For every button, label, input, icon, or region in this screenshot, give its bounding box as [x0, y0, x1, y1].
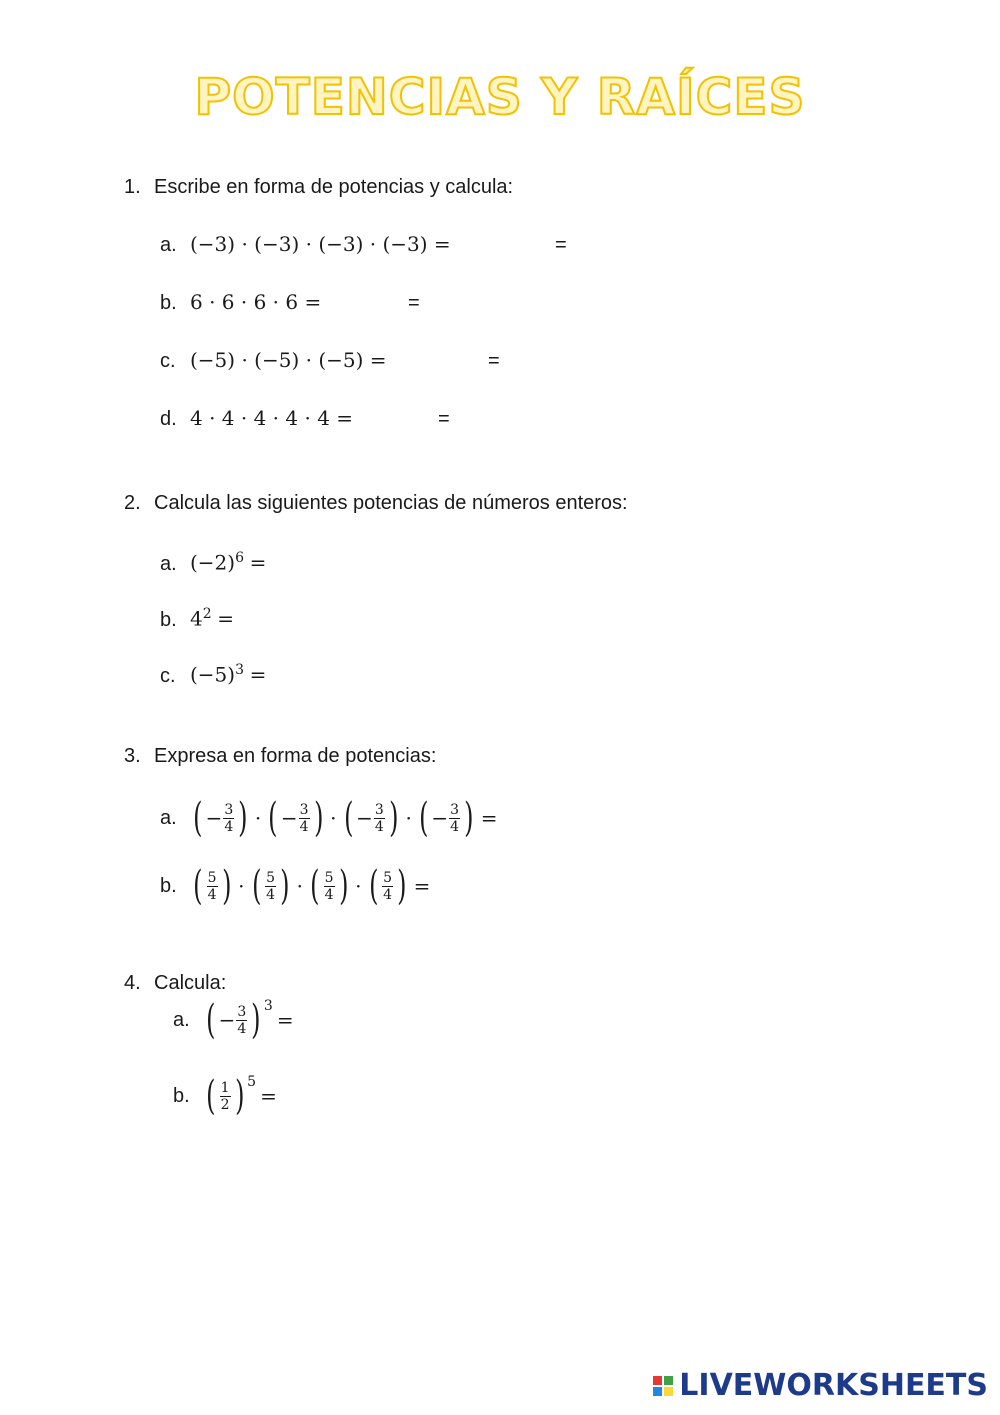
question-2 — [124, 492, 628, 515]
power-base: 4 — [190, 606, 203, 631]
denominator: 4 — [237, 1020, 247, 1037]
minus-sign: − — [205, 806, 223, 830]
fraction — [382, 870, 393, 903]
fraction-factor: ( $\frac{5}{4}$ ) — [251, 863, 290, 909]
logo-icon — [653, 1376, 673, 1396]
q1-item-b — [160, 290, 321, 315]
math-expression: 4 · 4 · 4 · 4 · 4 = — [190, 406, 354, 430]
q2-item-a — [160, 550, 266, 576]
numerator: 3 — [237, 1003, 247, 1020]
q3-item-b — [160, 863, 434, 909]
question-3 — [124, 745, 436, 768]
equals-sign: = — [217, 606, 234, 631]
fraction — [220, 1080, 231, 1113]
logo-square — [653, 1387, 662, 1396]
question-number: 1. — [124, 176, 141, 198]
question-text: Calcula: — [154, 972, 227, 994]
logo-square — [664, 1376, 673, 1385]
dot-operator: · — [238, 874, 245, 898]
item-label: b. — [160, 608, 177, 631]
fraction-factor: ( − $\frac{3}{4}$ ) — [418, 795, 474, 841]
answer-equals: = — [555, 234, 567, 256]
fraction — [236, 1004, 247, 1037]
denominator: 4 — [374, 818, 384, 835]
item-label: b. — [173, 1084, 190, 1107]
denominator: 2 — [220, 1096, 230, 1113]
item-label: d. — [160, 408, 177, 430]
denominator: 4 — [224, 818, 234, 835]
fraction-factor: ( − $\frac{3}{4}$ ) — [206, 997, 261, 1043]
question-number: 2. — [124, 492, 141, 514]
liveworksheets-logo — [653, 1368, 988, 1403]
fraction — [374, 802, 385, 835]
q4-item-b — [173, 1073, 281, 1119]
dot-operator: · — [330, 806, 337, 830]
question-text: Calcula las siguientes potencias de números enteros: — [154, 492, 628, 514]
numerator: 3 — [299, 801, 309, 818]
question-number: 4. — [124, 972, 141, 994]
math-expression: (−5) · (−5) · (−5) = — [190, 348, 387, 372]
power-base: (−5) — [190, 662, 236, 687]
denominator: 4 — [383, 886, 393, 903]
fraction — [207, 870, 218, 903]
question-text: Expresa en forma de potencias: — [154, 745, 437, 767]
numerator: 3 — [224, 801, 234, 818]
q4-item-a — [173, 997, 298, 1043]
minus-sign: − — [218, 1008, 236, 1032]
minus-sign: − — [280, 806, 298, 830]
fraction — [324, 870, 335, 903]
numerator: 5 — [383, 869, 393, 886]
power-exponent: 3 — [235, 662, 245, 678]
equals-sign: = — [276, 1008, 294, 1032]
fraction-factor: ( − $\frac{3}{4}$ ) — [343, 795, 399, 841]
equals-sign: = — [480, 806, 498, 830]
fraction — [223, 802, 234, 835]
item-label: b. — [160, 292, 177, 314]
equals-sign: = — [413, 874, 431, 898]
answer-equals: = — [488, 350, 500, 372]
denominator: 4 — [207, 886, 217, 903]
math-expression: (−3) · (−3) · (−3) · (−3) = — [190, 232, 451, 256]
denominator: 4 — [266, 886, 276, 903]
equals-sign: = — [249, 662, 267, 687]
numerator: 3 — [374, 801, 384, 818]
logo-square — [653, 1376, 662, 1385]
fraction-factor: ( $\frac{5}{4}$ ) — [193, 863, 232, 909]
numerator: 5 — [266, 869, 276, 886]
item-label: b. — [160, 874, 177, 897]
answer-equals: = — [408, 292, 420, 314]
denominator: 4 — [450, 818, 460, 835]
power-exponent: 5 — [247, 1074, 257, 1090]
dot-operator: · — [405, 806, 412, 830]
q2-item-b — [160, 606, 234, 632]
fraction-factor: ( $\frac{1}{2}$ ) — [206, 1073, 245, 1119]
denominator: 4 — [299, 818, 309, 835]
power-exponent: 6 — [235, 550, 245, 566]
item-label: a. — [173, 1008, 190, 1031]
equals-sign: = — [260, 1084, 277, 1108]
power-exponent: 2 — [202, 606, 212, 622]
power-exponent: 3 — [263, 998, 273, 1014]
question-4 — [124, 972, 226, 995]
item-label: c. — [160, 664, 176, 687]
question-number: 3. — [124, 745, 141, 767]
item-label: c. — [160, 350, 176, 372]
item-label: a. — [160, 234, 177, 256]
item-label: a. — [160, 552, 177, 575]
power-base: (−2) — [190, 550, 236, 575]
numerator: 1 — [220, 1079, 230, 1096]
answer-equals: = — [438, 408, 450, 430]
brand-name: LIVEWORKSHEETS — [679, 1368, 988, 1403]
q3-item-a — [160, 795, 501, 841]
fraction-factor: ( − $\frac{3}{4}$ ) — [268, 795, 324, 841]
numerator: 5 — [207, 869, 217, 886]
logo-square — [664, 1387, 673, 1396]
equals-sign: = — [249, 550, 267, 575]
fraction — [449, 802, 460, 835]
q2-item-c — [160, 662, 266, 688]
page-title: POTENCIAS Y RAÍCES — [194, 68, 806, 126]
minus-sign: − — [356, 806, 373, 830]
question-1 — [124, 176, 513, 199]
math-expression: 6 · 6 · 6 · 6 = — [190, 290, 322, 314]
dot-operator: · — [296, 874, 303, 898]
fraction-factor: ( $\frac{5}{4}$ ) — [310, 863, 349, 909]
minus-sign: − — [431, 806, 449, 830]
numerator: 3 — [450, 801, 460, 818]
denominator: 4 — [324, 886, 334, 903]
fraction — [265, 870, 276, 903]
dot-operator: · — [254, 806, 262, 830]
q1-item-d — [160, 406, 353, 431]
fraction-factor: ( − $\frac{3}{4}$ ) — [193, 795, 248, 841]
fraction — [299, 802, 310, 835]
numerator: 5 — [324, 869, 334, 886]
fraction-factor: ( $\frac{5}{4}$ ) — [368, 863, 407, 909]
q1-item-a — [160, 232, 451, 257]
question-text: Escribe en forma de potencias y calcula: — [154, 176, 514, 198]
q1-item-c — [160, 348, 387, 373]
item-label: a. — [160, 806, 177, 829]
dot-operator: · — [355, 874, 362, 898]
